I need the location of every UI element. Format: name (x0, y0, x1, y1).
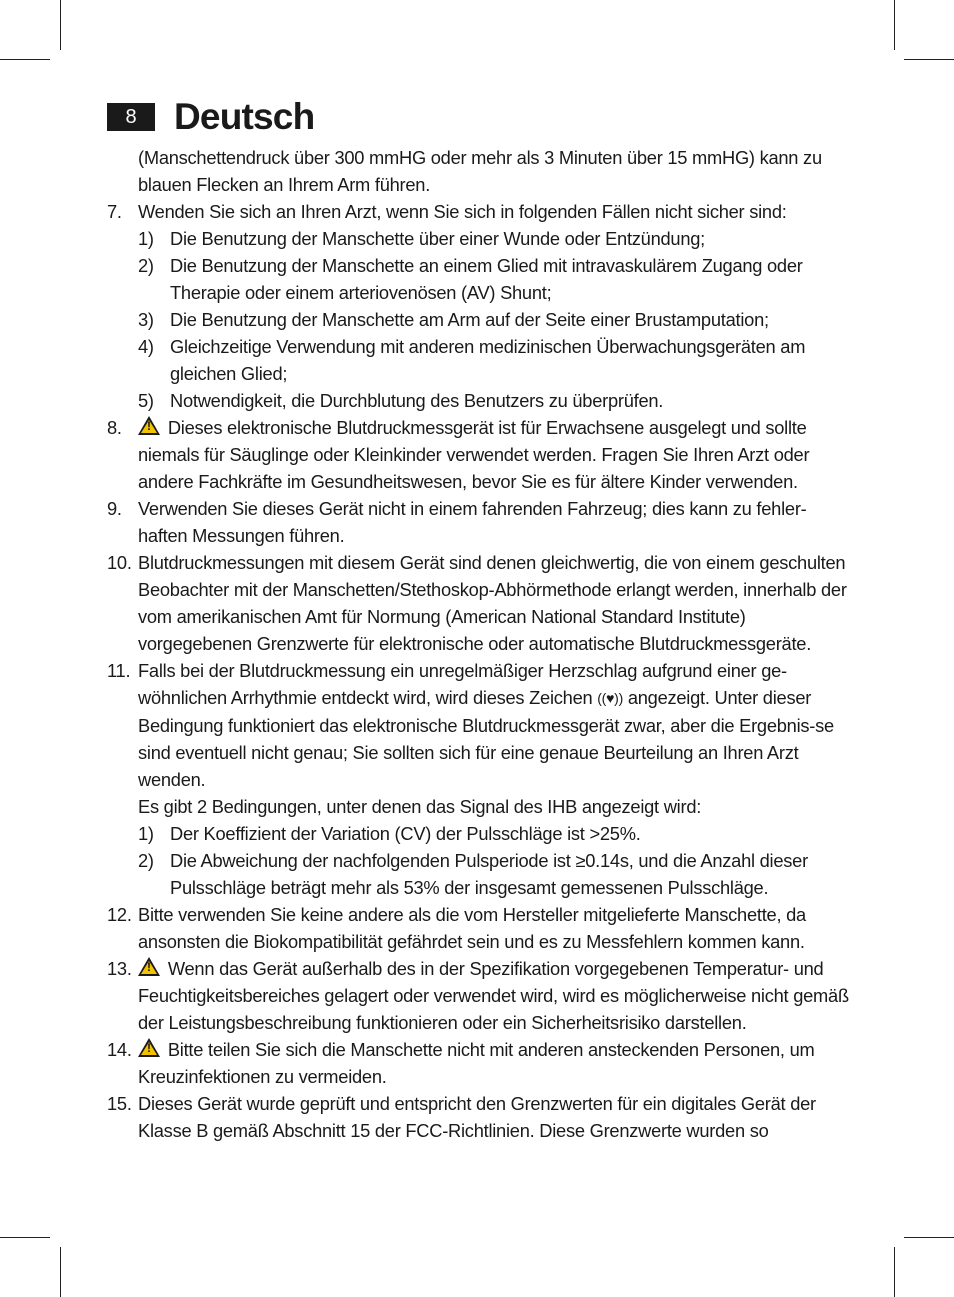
item-text: Dieses Gerät wurde geprüft und entspricht den Grenzwerten für ein digitales Gerät der Klasse B gemäß Abschnitt 15 der FCC-Richtlinien. Diese Grenzwerte wurden so (138, 1093, 816, 1141)
sub-item-number: 1) (138, 823, 154, 844)
crop-mark (0, 59, 50, 60)
list-item-15 (107, 1090, 855, 1144)
list-item-14 (107, 1036, 855, 1090)
sub-item (107, 333, 855, 387)
warning-triangle-icon (138, 1038, 160, 1057)
item-number: 10. (107, 552, 132, 573)
sub-item-text: Notwendigkeit, die Durchblutung des Benutzers zu überprüfen. (170, 390, 664, 411)
item-number: 11. (107, 660, 131, 681)
item-number: 12. (107, 904, 132, 925)
warning-triangle-icon (138, 957, 160, 976)
sub-item-number: 1) (138, 228, 154, 249)
irregular-heartbeat-icon: ((♥)) (597, 690, 623, 706)
sub-item-number: 3) (138, 309, 154, 330)
crop-mark (904, 1237, 954, 1238)
sub-item-text: Die Abweichung der nachfolgenden Pulsperiode ist ≥0.14s, und die Anzahl dieser Pulsschläge beträgt mehr als 53% der insgesamt gemessenen Pulsschläge. (170, 850, 808, 898)
crop-mark (894, 1247, 895, 1297)
warning-triangle-icon (138, 416, 160, 435)
list-item-12 (107, 901, 855, 955)
page-title: Deutsch (174, 96, 315, 137)
sub-item-number: 2) (138, 850, 154, 871)
list-item-13 (107, 955, 855, 1036)
item-text: Verwenden Sie dieses Gerät nicht in einem fahrenden Fahrzeug; dies kann zu fehler-haften Messungen führen. (138, 498, 807, 546)
sub-item (107, 387, 855, 414)
item-text: Wenn das Gerät außerhalb des in der Spezifikation vorgegebenen Temperatur- und Feuchtigkeitsbereiches gelagert oder verwendet wird, wird es möglicherweise nicht gemäß der Leistungsbeschreibung funktionieren oder ein Sicherheitsrisiko darstellen. (138, 958, 849, 1033)
sub-item-number: 4) (138, 336, 154, 357)
item-number: 7. (107, 201, 122, 222)
crop-mark (0, 1237, 50, 1238)
list-item-8 (107, 414, 855, 495)
list-item-9 (107, 495, 855, 549)
list-item-11 (107, 657, 855, 793)
sub-item-number: 5) (138, 390, 154, 411)
sub-item (107, 820, 855, 847)
list-item-10 (107, 549, 855, 657)
page-number: 8 (107, 103, 155, 131)
item-number: 8. (107, 417, 122, 438)
item-number: 15. (107, 1093, 132, 1114)
crop-mark (60, 1247, 61, 1297)
crop-mark (60, 0, 61, 50)
sub-item-text: Die Benutzung der Manschette an einem Glied mit intravaskulärem Zugang oder Therapie oder einem arteriovenösen (AV) Shunt; (170, 255, 803, 303)
item-text: Blutdruckmessungen mit diesem Gerät sind denen gleichwertig, die von einem geschulten Beobachter mit der Manschetten/Stethoskop-Abhörmethode erlangt werden, innerhalb der vom amerikanischen Amt für Normung (American National Standard Institute) vorgegebenen Grenzwerte für elektronische oder automatische Blutdruckmessgeräte. (138, 552, 847, 654)
item-text: angezeigt. Unter dieser Bedingung funktioniert das elektronische Blutdruckmessgerät zwar, aber die Ergebnis-se sind eventuell nicht genau; Sie sollten sich für eine genaue Beurteilung an Ihren Arzt wenden. (138, 687, 834, 790)
document-body (107, 144, 855, 1144)
item-number: 13. (107, 958, 132, 979)
item-text: Falls bei der Blutdruckmessung ein unregelmäßiger Herzschlag aufgrund einer ge-wöhnlichen Arrhythmie entdeckt wird, wird dieses Zeichen (138, 660, 787, 708)
item-text: Wenden Sie sich an Ihren Arzt, wenn Sie sich in folgenden Fällen nicht sicher sind: (138, 201, 787, 222)
sub-item-number: 2) (138, 255, 154, 276)
continued-paragraph: (Manschettendruck über 300 mmHG oder mehr als 3 Minuten über 15 mmHG) kann zu blauen Flecken an Ihrem Arm führen. (138, 147, 822, 195)
sub-item-text: Der Koeffizient der Variation (CV) der Pulsschläge ist >25%. (170, 823, 641, 844)
sub-item-text: Gleichzeitige Verwendung mit anderen medizinischen Überwachungsgeräten am gleichen Glied; (170, 336, 806, 384)
item-text: Bitte teilen Sie sich die Manschette nicht mit anderen ansteckenden Personen, um Kreuzinfektionen zu vermeiden. (138, 1039, 815, 1087)
item-text: Dieses elektronische Blutdruckmessgerät ist für Erwachsene ausgelegt und sollte niemals für Säuglinge oder Kleinkinder verwendet werden. Fragen Sie Ihren Arzt oder andere Fachkräfte im Gesundheitswesen, bevor Sie es für ältere Kinder verwenden. (138, 417, 810, 492)
sub-item (107, 225, 855, 252)
sub-item (107, 252, 855, 306)
item-paragraph: Es gibt 2 Bedingungen, unter denen das Signal des IHB angezeigt wird: (138, 796, 702, 817)
list-item-7 (107, 198, 855, 225)
item-number: 9. (107, 498, 122, 519)
crop-mark (904, 59, 954, 60)
item-number: 14. (107, 1039, 132, 1060)
sub-item (107, 847, 855, 901)
sub-item-text: Die Benutzung der Manschette über einer Wunde oder Entzündung; (170, 228, 705, 249)
item-text: Bitte verwenden Sie keine andere als die vom Hersteller mitgelieferte Manschette, da ansonsten die Biokompatibilität gefährdet sein und es zu Messfehlern kommen kann. (138, 904, 806, 952)
crop-mark (894, 0, 895, 50)
sub-item-text: Die Benutzung der Manschette am Arm auf der Seite einer Brustamputation; (170, 309, 769, 330)
sub-item (107, 306, 855, 333)
